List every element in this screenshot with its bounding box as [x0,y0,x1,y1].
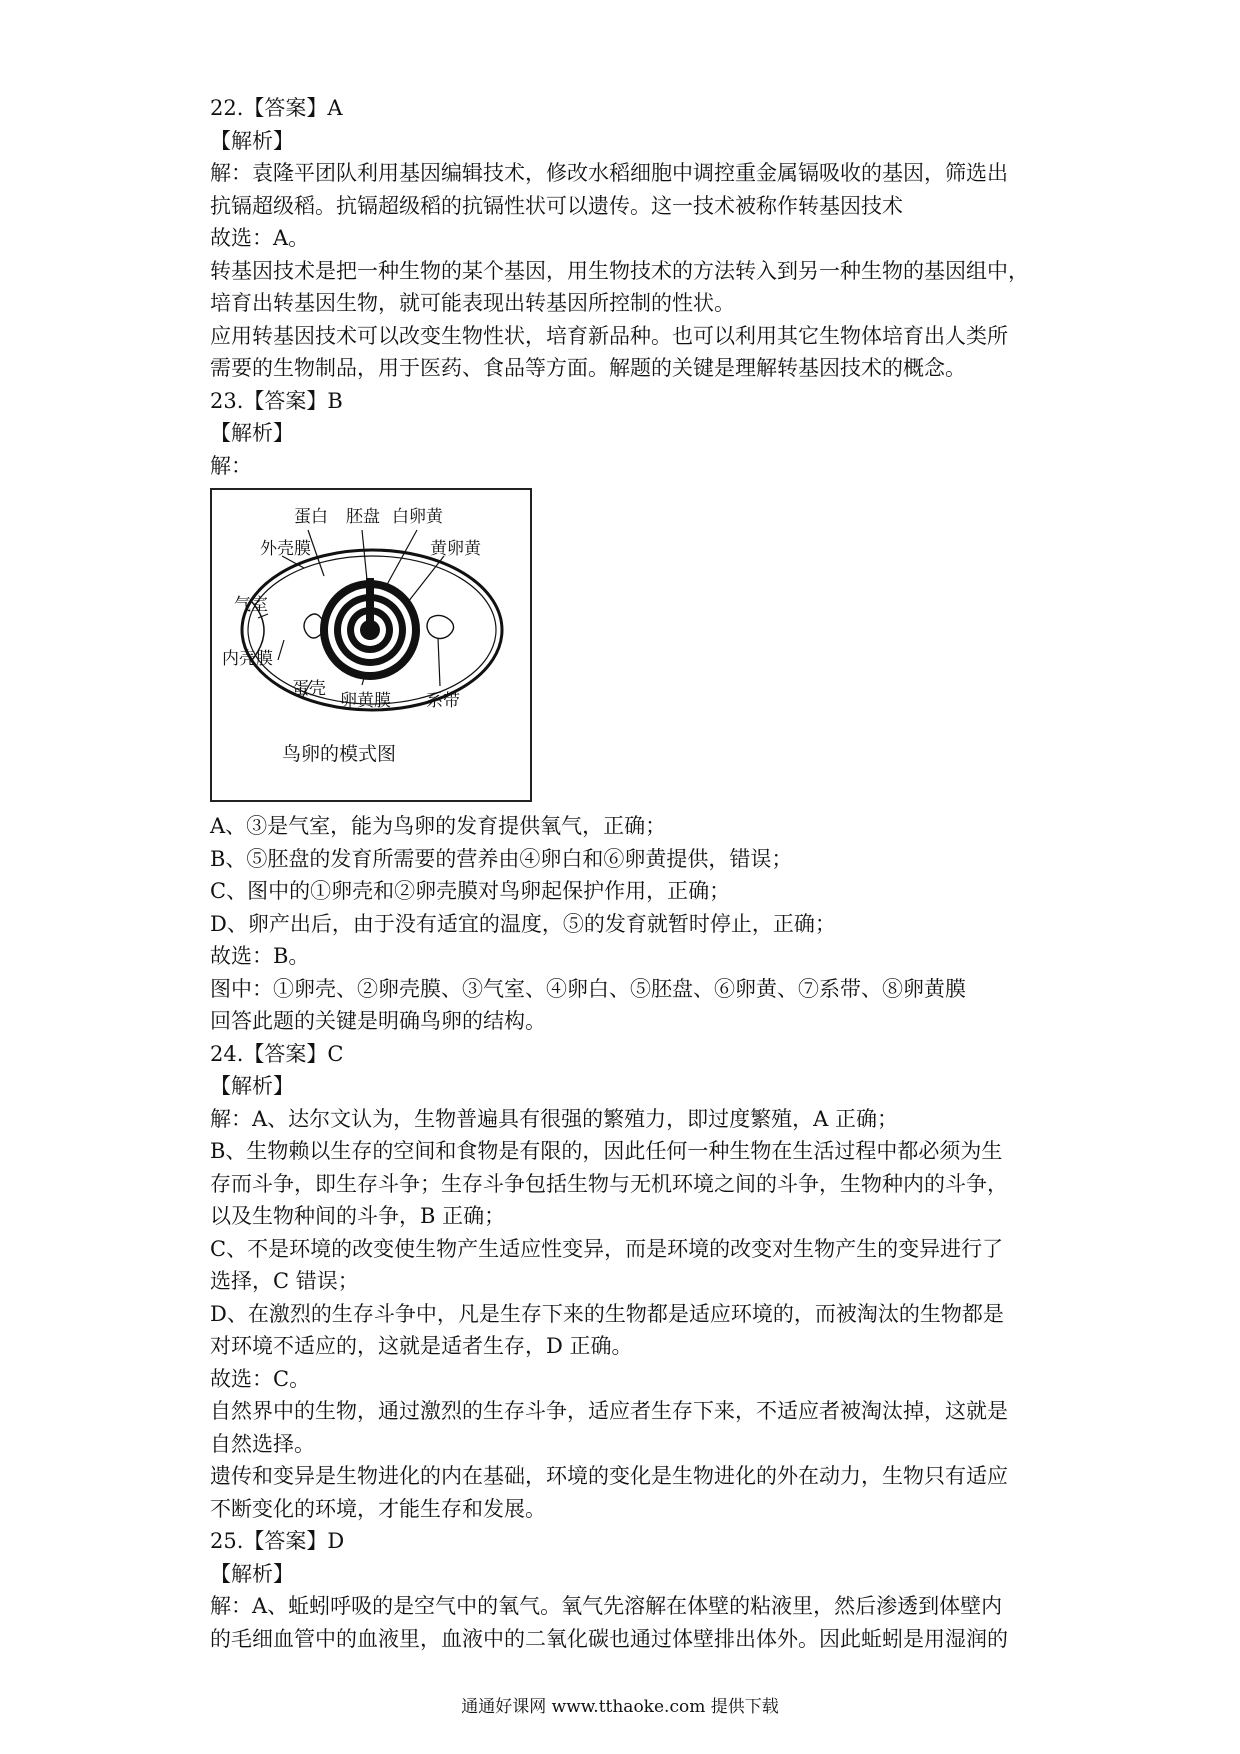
text-line: A、③是气室，能为鸟卵的发育提供氧气，正确； [210,814,667,838]
text-line: C、图中的①卵壳和②卵壳膜对鸟卵起保护作用，正确； [210,879,731,903]
text-line: 解：A、达尔文认为，生物普遍具有很强的繁殖力，即过度繁殖，A 正确； [210,1106,899,1131]
text-line: 解：A、蚯蚓呼吸的是空气中的氧气。氧气先溶解在体壁的粘液里，然后渗透到体壁内 [210,1594,1003,1618]
label-yellow-yolk: 黄卵黄 [430,539,481,559]
text-line: 自然界中的生物，通过激烈的生存斗争，适应者生存下来，不适应者被淘汰掉，这就是 [210,1399,1008,1423]
text-block-after-figure [210,810,1050,1655]
text-line: 25.【答案】D [210,1529,345,1553]
text-line: 24.【答案】C [210,1041,344,1066]
label-egg-white: 蛋白 [294,507,328,527]
text-line: 培育出转基因生物，就可能表现出转基因所控制的性状。 [210,291,735,315]
label-yolk-membrane: 卵黄膜 [340,691,391,711]
text-line: 【解析】 [210,1561,294,1586]
figure-caption: 鸟卵的模式图 [282,743,397,765]
text-line: 【解析】 [210,1074,294,1098]
bird-egg-figure [210,488,532,802]
label-shell: 蛋壳 [292,679,326,699]
text-line: 22.【答案】A [210,96,343,120]
bird-egg-diagram [212,490,530,800]
text-line: 23.【答案】B [210,388,343,413]
label-inner-membrane: 内壳膜 [222,649,273,669]
text-line: 故选：B。 [210,944,310,968]
text-line: B、生物赖以生存的空间和食物是有限的，因此任何一种生物在生活过程中都必须为生 [210,1139,1003,1163]
text-line: C、不是环境的改变使生物产生适应性变异，而是环境的改变对生物产生的变异进行了 [210,1236,1004,1261]
text-line: 遗传和变异是生物进化的内在基础，环境的变化是生物进化的外在动力，生物只有适应 [210,1464,1008,1488]
text-line: 转基因技术是把一种生物的某个基因，用生物技术的方法转入到另一种生物的基因组中， [210,258,1029,283]
page-footer: 通通好课网 www.tthaoke.com 提供下载 [461,1697,779,1717]
label-white-yolk: 白卵黄 [392,507,443,527]
label-outer-membrane: 外壳膜 [260,539,311,559]
text-line: 解： [210,453,252,478]
text-line: 【解析】 [210,421,294,445]
text-line: 选择，C 错误； [210,1269,359,1293]
text-line: 【解析】 [210,128,294,153]
text-line: D、卵产出后，由于没有适宜的温度，⑤的发育就暂时停止，正确； [210,911,836,936]
text-line: 对环境不适应的，这就是适者生存，D 正确。 [210,1334,633,1358]
text-line: 需要的生物制品，用于医药、食品等方面。解题的关键是理解转基因技术的概念。 [210,356,966,380]
text-line: D、在激烈的生存斗争中，凡是生存下来的生物都是适应环境的，而被淘汰的生物都是 [210,1301,1004,1326]
text-line: 存而斗争，即生存斗争；生存斗争包括生物与无机环境之间的斗争，生物种内的斗争， [210,1171,1008,1196]
label-germinal-disc: 胚盘 [346,507,380,527]
text-line: 应用转基因技术可以改变生物性状，培育新品种。也可以利用其它生物体培育出人类所 [210,323,1008,348]
text-line: B、⑤胚盘的发育所需要的营养由④卵白和⑥卵黄提供，错误； [210,846,793,871]
text-line: 以及生物种间的斗争，B 正确； [210,1204,506,1228]
text-line: 解：袁隆平团队利用基因编辑技术，修改水稻细胞中调控重金属镉吸收的基因，筛选出 [210,161,1008,185]
document-body [210,92,1050,1655]
text-line: 故选：A。 [210,226,310,250]
label-chalaza: 系带 [426,691,460,711]
text-line: 抗镉超级稻。抗镉超级稻的抗镉性状可以遗传。这一技术被称作转基因技术 [210,193,903,218]
text-line: 回答此题的关键是明确鸟卵的结构。 [210,1009,546,1033]
text-line: 图中：①卵壳、②卵壳膜、③气室、④卵白、⑤胚盘、⑥卵黄、⑦系带、⑧卵黄膜 [210,976,966,1001]
text-line: 的毛细血管中的血液里，血液中的二氧化碳也通过体壁排出体外。因此蚯蚓是用湿润的 [210,1626,1008,1651]
text-line: 自然选择。 [210,1431,315,1456]
text-block-before-figure [210,92,1050,482]
text-line: 不断变化的环境，才能生存和发展。 [210,1496,546,1521]
label-air-cell: 气室 [234,595,268,615]
text-line: 故选：C。 [210,1366,311,1391]
